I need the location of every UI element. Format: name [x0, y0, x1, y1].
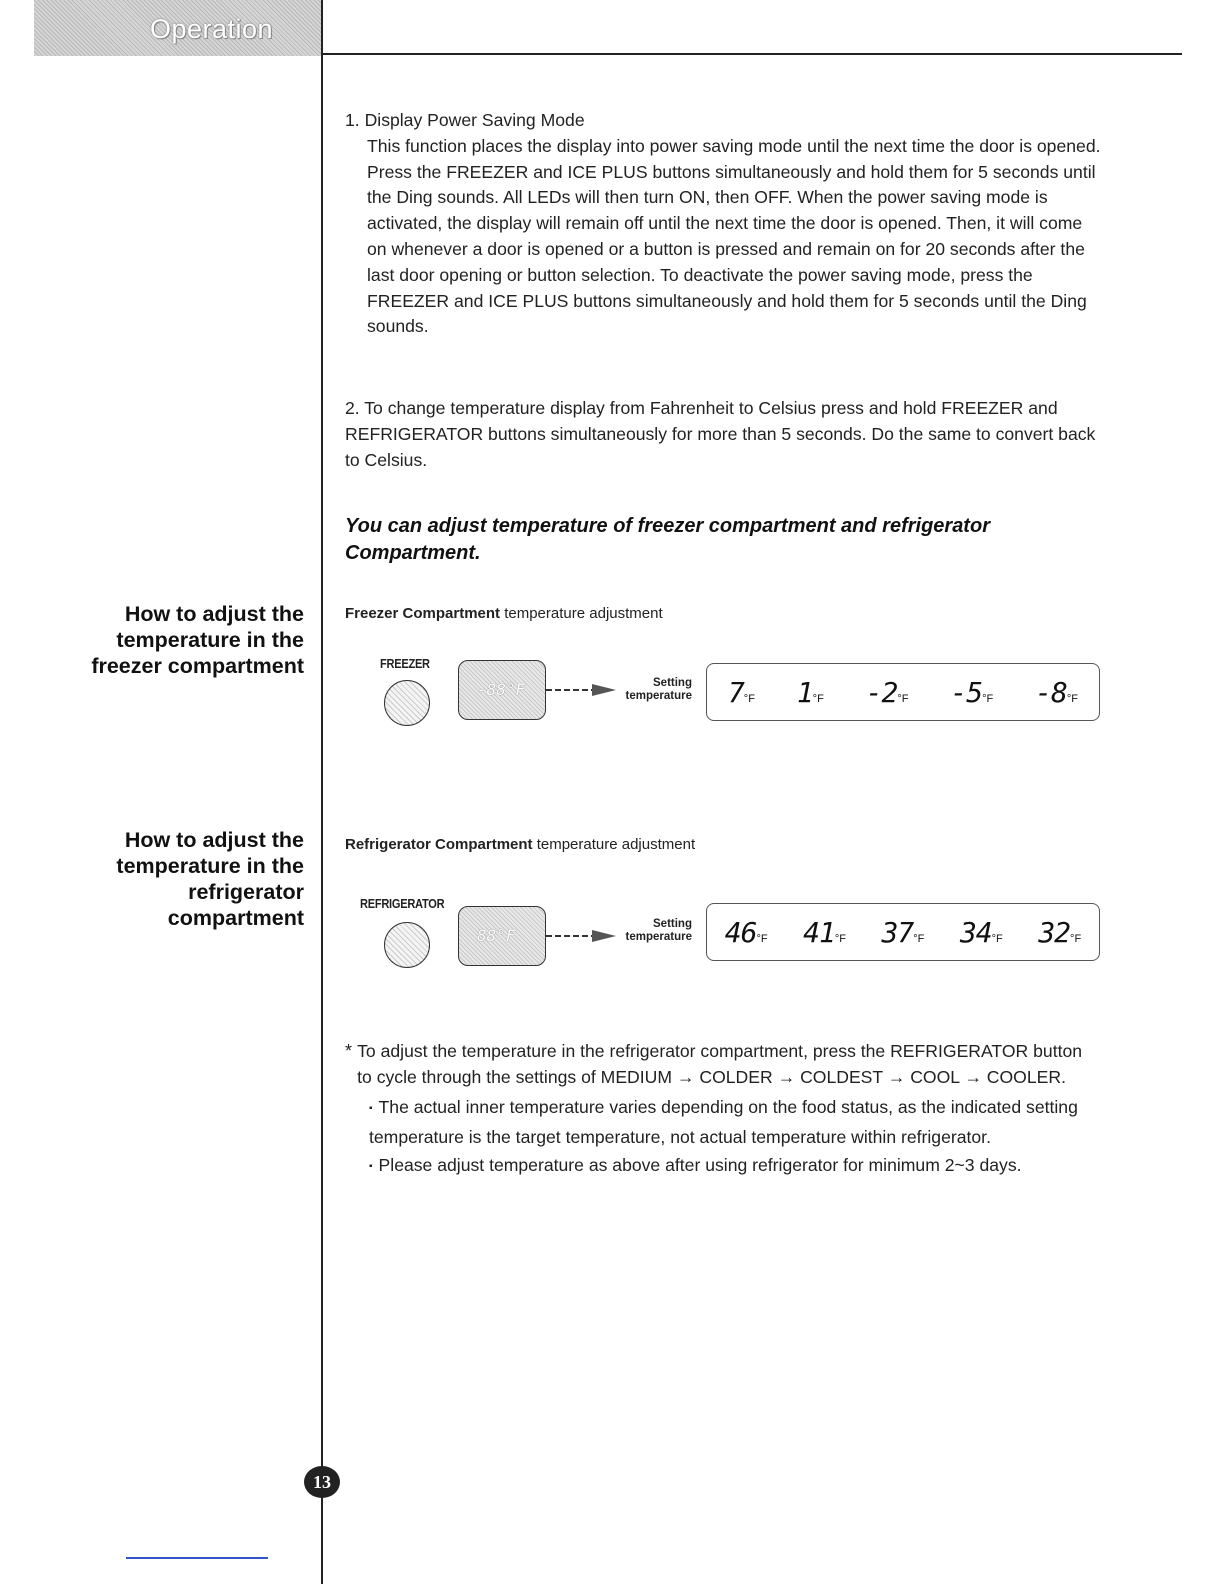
refrigerator-side-heading: How to adjust the temperature in the refrigerator compartment: [116, 828, 304, 930]
note-text: To adjust the temperature in the refrigerator compartment, press the REFRIGERATOR button to cycle through the settings of MEDIUM → COLDER → COLDEST → COOL → COOLER.: [357, 1041, 1083, 1087]
refrigerator-subtitle-rest: temperature adjustment: [532, 836, 696, 853]
refrigerator-temp-value: 34°F: [959, 915, 1003, 949]
item-number: 1.: [345, 110, 360, 130]
item-number: 2.: [345, 398, 360, 418]
freezer-temp-value: -8°F: [1035, 675, 1078, 709]
refrigerator-lcd-display: [458, 906, 546, 966]
freezer-button-label: FREEZER: [380, 656, 430, 671]
freezer-temp-value: 7°F: [727, 675, 755, 709]
note-star: *: [345, 1041, 353, 1061]
item-power-saving: [345, 108, 1105, 340]
freezer-subtitle-bold: Freezer Compartment: [345, 605, 501, 622]
refrigerator-temp-box: [706, 903, 1100, 961]
refrigerator-temp-value: 37°F: [881, 915, 925, 949]
refrigerator-temp-value: 41°F: [803, 915, 846, 949]
freezer-button[interactable]: [384, 680, 430, 726]
freezer-temp-box: [706, 663, 1100, 721]
item-paragraph: Press the FREEZER and ICE PLUS buttons simultaneously and hold them for 5 seconds until the Ding sounds. All LEDs will then turn ON, then OFF. When the power saving mode is activated, the display will remain off until the next time the door is opened. Then, it will come on whenever a door is opened or a button is pressed and remain on for 20 seconds after the last door opening or button selection. To deactivate the power saving mode, press the FREEZER and ICE PLUS buttons simultaneously and hold them for 5 seconds until the Ding sounds.: [367, 161, 1096, 337]
freezer-subtitle: [345, 605, 663, 622]
page-number: 13: [304, 1466, 340, 1498]
refrigerator-temp-value: 46°F: [724, 915, 768, 949]
section-title: Operation: [150, 14, 274, 44]
refrigerator-subtitle-bold: Refrigerator Compartment: [345, 836, 533, 853]
adjustment-note: [345, 1038, 1085, 1182]
item-title: Display Power Saving Mode: [364, 110, 585, 130]
note-bullet: ▪ The actual inner temperature varies depending on the food status, as the indicated setting temperature is the target temperature, not actual temperature within refrigerator.: [359, 1094, 1085, 1150]
footer-line: [126, 1557, 268, 1559]
item-temperature-units: [345, 396, 1105, 473]
refrigerator-button-label: REFRIGERATOR: [360, 896, 445, 911]
refrigerator-setting-label: Setting temperature: [625, 918, 692, 943]
item-paragraph: To change temperature display from Fahrenheit to Celsius press and hold FREEZER and REFRIGERATOR buttons simultaneously for more than 5 seconds. Do the same to convert back to Celsius.: [345, 398, 1096, 470]
refrigerator-lcd-text: 88°F: [477, 926, 516, 945]
refrigerator-button[interactable]: [384, 922, 430, 968]
refrigerator-temp-value: 32°F: [1038, 915, 1082, 949]
freezer-temp-value: 1°F: [796, 675, 824, 709]
freezer-setting-label: Setting temperature: [625, 677, 692, 702]
item-paragraph: This function places the display into power saving mode until the next time the door is opened.: [367, 135, 1101, 156]
adjust-heading: You can adjust temperature of freezer compartment and refrigerator Compartment.: [345, 515, 990, 564]
column-divider: [321, 0, 323, 1584]
freezer-temp-value: -5°F: [950, 675, 994, 709]
freezer-lcd-display: [458, 660, 546, 720]
header-rule: [322, 53, 1182, 55]
note-bullet: ▪ Please adjust temperature as above after using refrigerator for minimum 2~3 days.: [359, 1152, 1085, 1182]
freezer-side-heading: How to adjust the temperature in the freezer compartment: [91, 602, 304, 678]
freezer-subtitle-rest: temperature adjustment: [500, 605, 663, 622]
refrigerator-subtitle: [345, 836, 695, 853]
freezer-temp-value: -2°F: [865, 675, 909, 709]
freezer-lcd-text: -88°F: [477, 680, 526, 699]
section-header-tab: [34, 0, 322, 56]
